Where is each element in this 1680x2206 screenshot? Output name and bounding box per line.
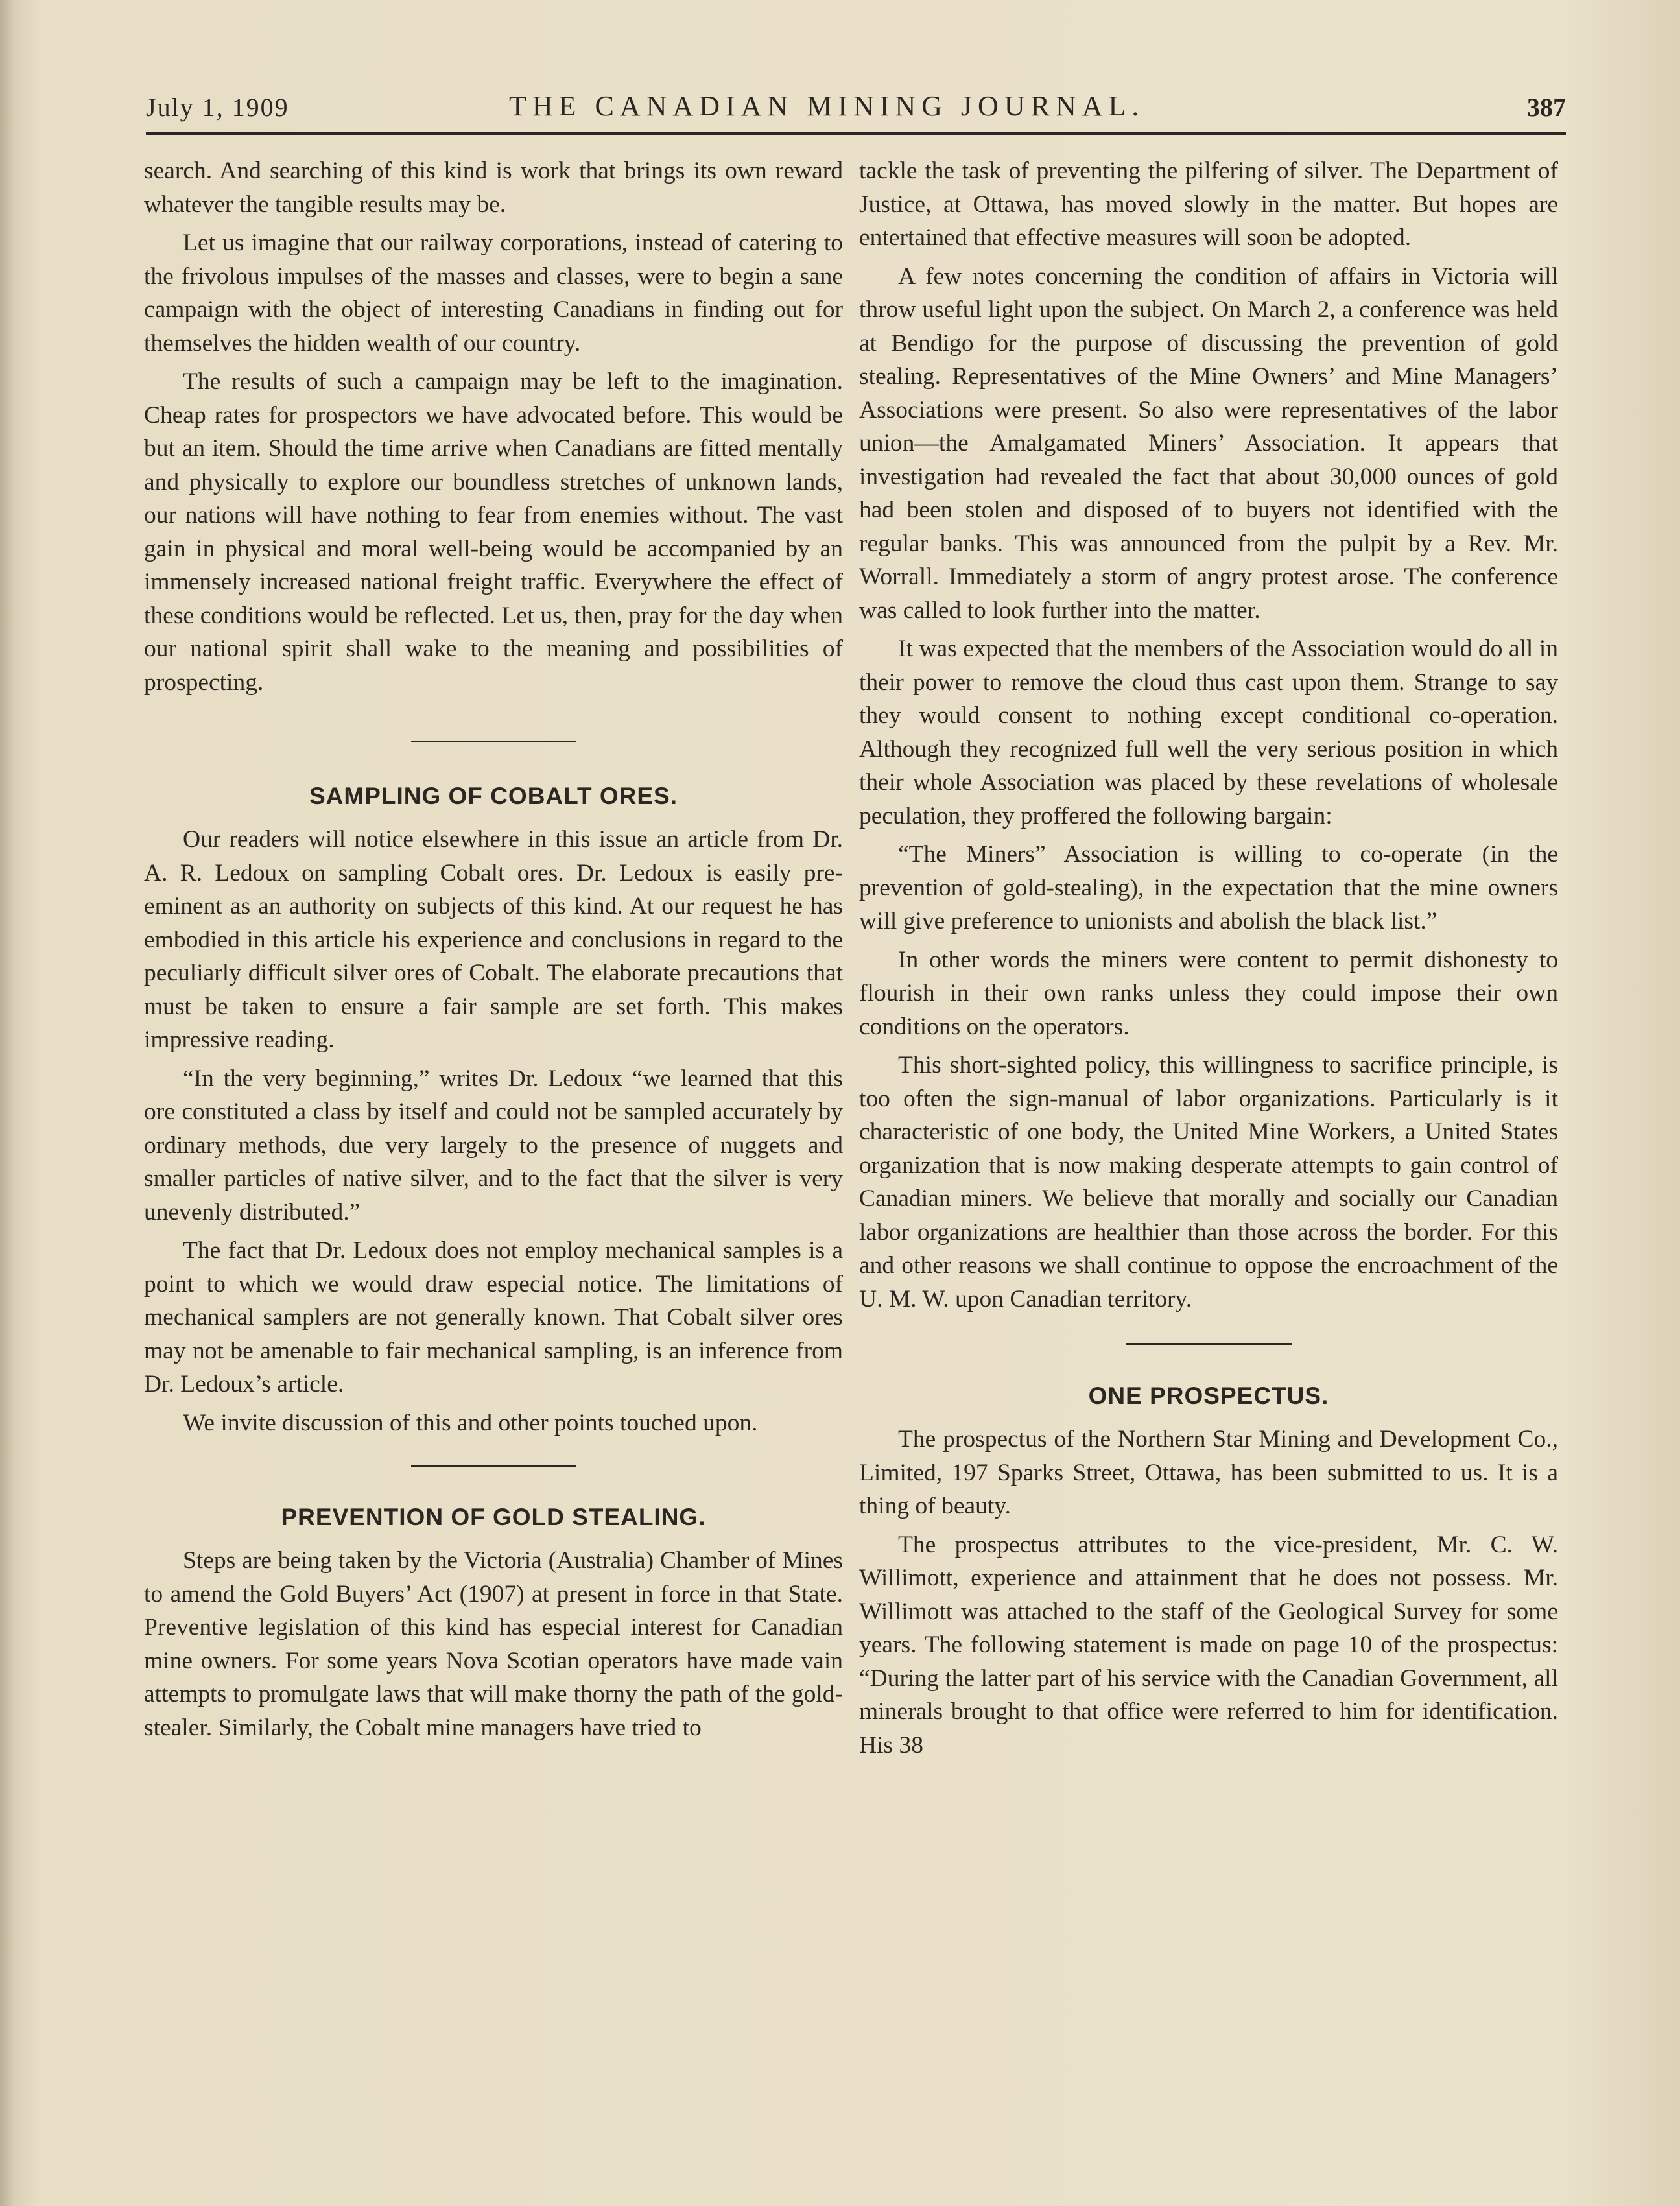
right-column [859,154,1558,1762]
paragraph: In other words the miners were content to permit dishonesty to flourish in their own ranks unless they could impose their own conditions on the operators. [859,946,1558,1040]
paragraph: The fact that Dr. Ledoux does not employ mechanical samples is a point to which we would draw especial notice. The limitations of mechanical samplers are not generally known. That Cobalt silver ores may not be amenable to fair mechanical sampling, is an inference from Dr. Ledoux’s article. [144,1237,843,1397]
paragraph: The results of such a campaign may be left to the imagination. Cheap rates for prospectors we have advocated before. This would be but an item. Should the time arrive when Canadians are fitted mentally and physically to explore our boundless stretches of unknown lands, our nations will have nothing to fear from enemies without. The vast gain in physical and moral well-being would be accompanied by an immensely increased national freight traffic. Everywhere the effect of these conditions would be reflected. Let us, then, pray for the day when our national spirit shall wake to the meaning and possibilities of prospecting. [144,368,843,696]
section-heading-gold-stealing: PREVENTION OF GOLD STEALING. [281,1504,706,1530]
left-column [144,154,843,1744]
paragraph: A few notes concerning the condition of affairs in Victoria will throw useful light upon the subject. On March 2, a conference was held at Bendigo for the purpose of discussing the prevention of gold stealing. Representatives of the Mine Owners’ and Mine Managers’ Associations were present. So also were representatives of the labor union—the Amalgamated Miners’ Association. It appears that investigation had revealed the fact that about 30,000 ounces of gold had been stolen and disposed of to buyers not identified with the regular banks. This was announced from the pulpit by a Rev. Mr. Worrall. Immediately a storm of angry protest arose. The conference was called to look further into the matter. [859,263,1558,624]
paragraph: search. And searching of this kind is work that brings its own reward whatever the tangible results may be. [144,158,843,218]
section-heading-prospectus: ONE PROSPECTUS. [1088,1382,1329,1409]
paragraph: The prospectus attributes to the vice-president, Mr. C. W. Willimott, experience and attainment that he does not possess. Mr. Willimott was attached to the staff of the Geological Survey for some years. The following statement is made on page 10 of the prospectus: “During the latter part of his service with the Canadian Government, all minerals brought to that office were referred to him for identification. His 38 [859,1531,1558,1759]
paragraph: Let us imagine that our railway corporations, instead of catering to the frivolous impulses of the masses and classes, were to begin a sane campaign with the object of interesting Canadians in finding out for themselves the hidden wealth of our country. [144,230,843,357]
paragraph: “In the very beginning,” writes Dr. Ledoux “we learned that this ore constituted a class by itself and could not be sampled accurately by ordinary methods, due very largely to the presence of nuggets and smaller particles of native silver, and to the fact that the silver is very unevenly distributed.” [144,1065,843,1226]
paragraph: Steps are being taken by the Victoria (Australia) Chamber of Mines to amend the Gold Buyers’ Act (1907) at present in force in that State. Preventive legislation of this kind has especial interest for Canadian mine owners. For some years Nova Scotian operators have made vain attempts to promulgate laws that will make thorny the path of the gold-stealer. Similarly, the Cobalt mine managers have tried to [144,1547,843,1741]
paragraph: This short-sighted policy, this willingness to sacrifice principle, is too often the sign-manual of labor organizations. Particularly is it characteristic of one body, the United Mine Workers, a United States organization that is now making desperate attempts to gain control of Canadian miners. We believe that morally and socially our Canadian labor organizations are healthier than those across the border. For this and other reasons we shall continue to oppose the encroachment of the U. M. W. upon Canadian territory. [859,1052,1558,1312]
paragraph: The prospectus of the Northern Star Mining and Development Co., Limited, 197 Sparks Street, Ottawa, has been submitted to us. It is a thing of beauty. [859,1426,1558,1519]
quotation: “The Miners” Association is willing to co-operate (in the prevention of gold-stealing), in the expectation that the mine owners will give preference to unionists and abolish the black list.” [859,841,1558,934]
paragraph: Our readers will notice elsewhere in this issue an article from Dr. A. R. Ledoux on sampling Cobalt ores. Dr. Ledoux is easily pre-eminent as an authority on subjects of this kind. At our request he has embodied in this article his experience and conclusions in regard to the peculiarly difficult silver ores of Cobalt. The elaborate precautions that must be taken to ensure a fair sample are set forth. This makes impressive reading. [144,826,843,1053]
paragraph: It was expected that the members of the Association would do all in their power to remove the cloud thus cast upon them. Strange to say they would consent to nothing except conditional co-operation. Although they recognized full well the very serious position in which their whole Association was placed by these revelations of wholesale peculation, they proffered the following bargain: [859,635,1558,829]
page-header [146,86,1566,131]
paragraph: tackle the task of preventing the pilfering of silver. The Department of Justice, at Ottawa, has moved slowly in the matter. But hopes are entertained that effective measures will soon be adopted. [859,158,1558,251]
section-heading-cobalt: SAMPLING OF COBALT ORES. [309,783,678,809]
header-rule [146,132,1566,135]
page-number: 387 [1527,93,1566,122]
paragraph: We invite discussion of this and other points touched upon. [183,1409,758,1436]
issue-date: July 1, 1909 [146,93,289,122]
journal-title: THE CANADIAN MINING JOURNAL. [509,90,1145,122]
